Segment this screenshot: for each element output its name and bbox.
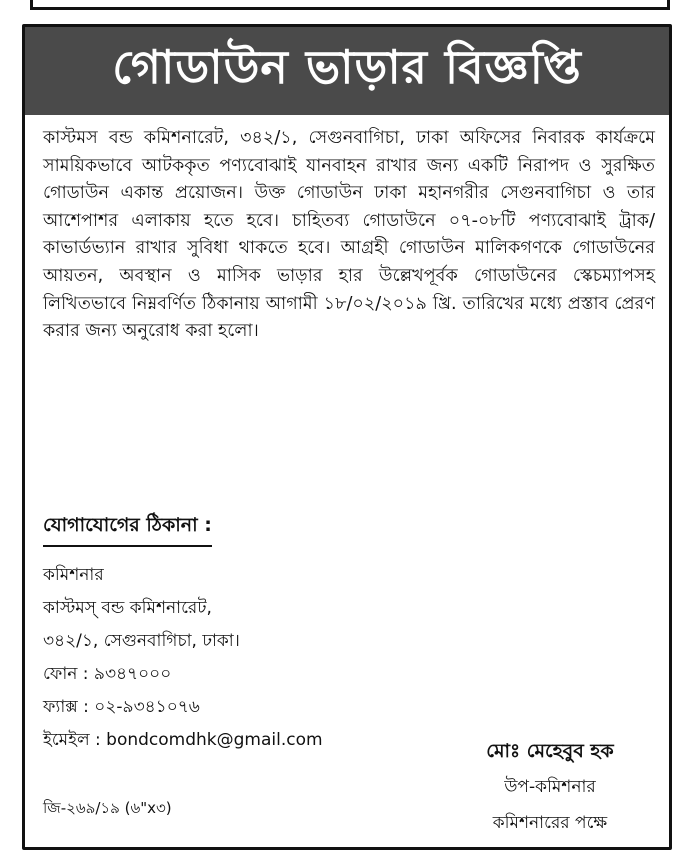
contact-heading: যোগাযোগের ঠিকানা : [43, 511, 212, 547]
notice-body: কাস্টমস বন্ড কমিশনারেট, ৩৪২/১, সেগুনবাগিচা, ঢাকা অফিসের নিবারক কার্যক্রমে সাময়িকভাবে আটককৃত পণ্যবোঝাই যানবাহন রাখার জন্য একটি নিরাপদ ও সুরক্ষিত গোডাউন একান্ত প্রয়োজন। উক্ত গোডাউন ঢাকা মহানগরীর সেগুনবাগিচা ও তার আশেপাশর এলাকায় হতে হবে। চাহিতব্য গোডাউনে ০৭-০৮টি পণ্যবোঝাই ট্রাক/কাভার্ডভ্যান রাখার সুবিধা থাকতে হবে। আগ্রহী গোডাউন মালিকগণকে গোডাউনের আয়তন, অবস্থান ও মাসিক ভাড়ার হার উল্লেখপূর্বক গোডাউনের স্কেচম্যাপসহ লিখিতভাবে নিম্নবর্ণিত ঠিকানায় আগামী ১৮/০২/২০১৯ খ্রি. তারিখের মধ্যে প্রস্তাব প্রেরণ করার জন্য অনুরোধ করা হলো। [43, 128, 655, 342]
contact-address-block [43, 559, 463, 757]
signatory-on-behalf: কমিশনারের পক্ষে [492, 813, 608, 833]
signatory-name: মোঃ মেহেবুব হক [486, 740, 614, 762]
notice-header [25, 27, 669, 115]
contact-email: ইমেইল : bondcomdhk@gmail.com [43, 730, 323, 750]
reference-code: জি-২৬৯/১৯ (৬"x৩) [43, 799, 172, 817]
notice-frame [22, 24, 672, 850]
contact-office: কাস্টমস্ বন্ড কমিশনারেট, [43, 598, 212, 618]
signatory-title: উপ-কমিশনার [504, 777, 596, 797]
contact-address: ৩৪২/১, সেগুনবাগিচা, ঢাকা। [43, 631, 240, 651]
notice-title: গোডাউন ভাড়ার বিজ্ঞপ্তি [112, 40, 582, 94]
top-border-rule [30, 0, 670, 10]
contact-fax: ফ্যাক্স : ০২-৯৩৪১০৭৬ [43, 697, 200, 717]
contact-phone: ফোন : ৯৩৪৭০০০ [43, 664, 172, 684]
signatory-block [435, 733, 665, 841]
contact-designation: কমিশনার [43, 565, 104, 585]
